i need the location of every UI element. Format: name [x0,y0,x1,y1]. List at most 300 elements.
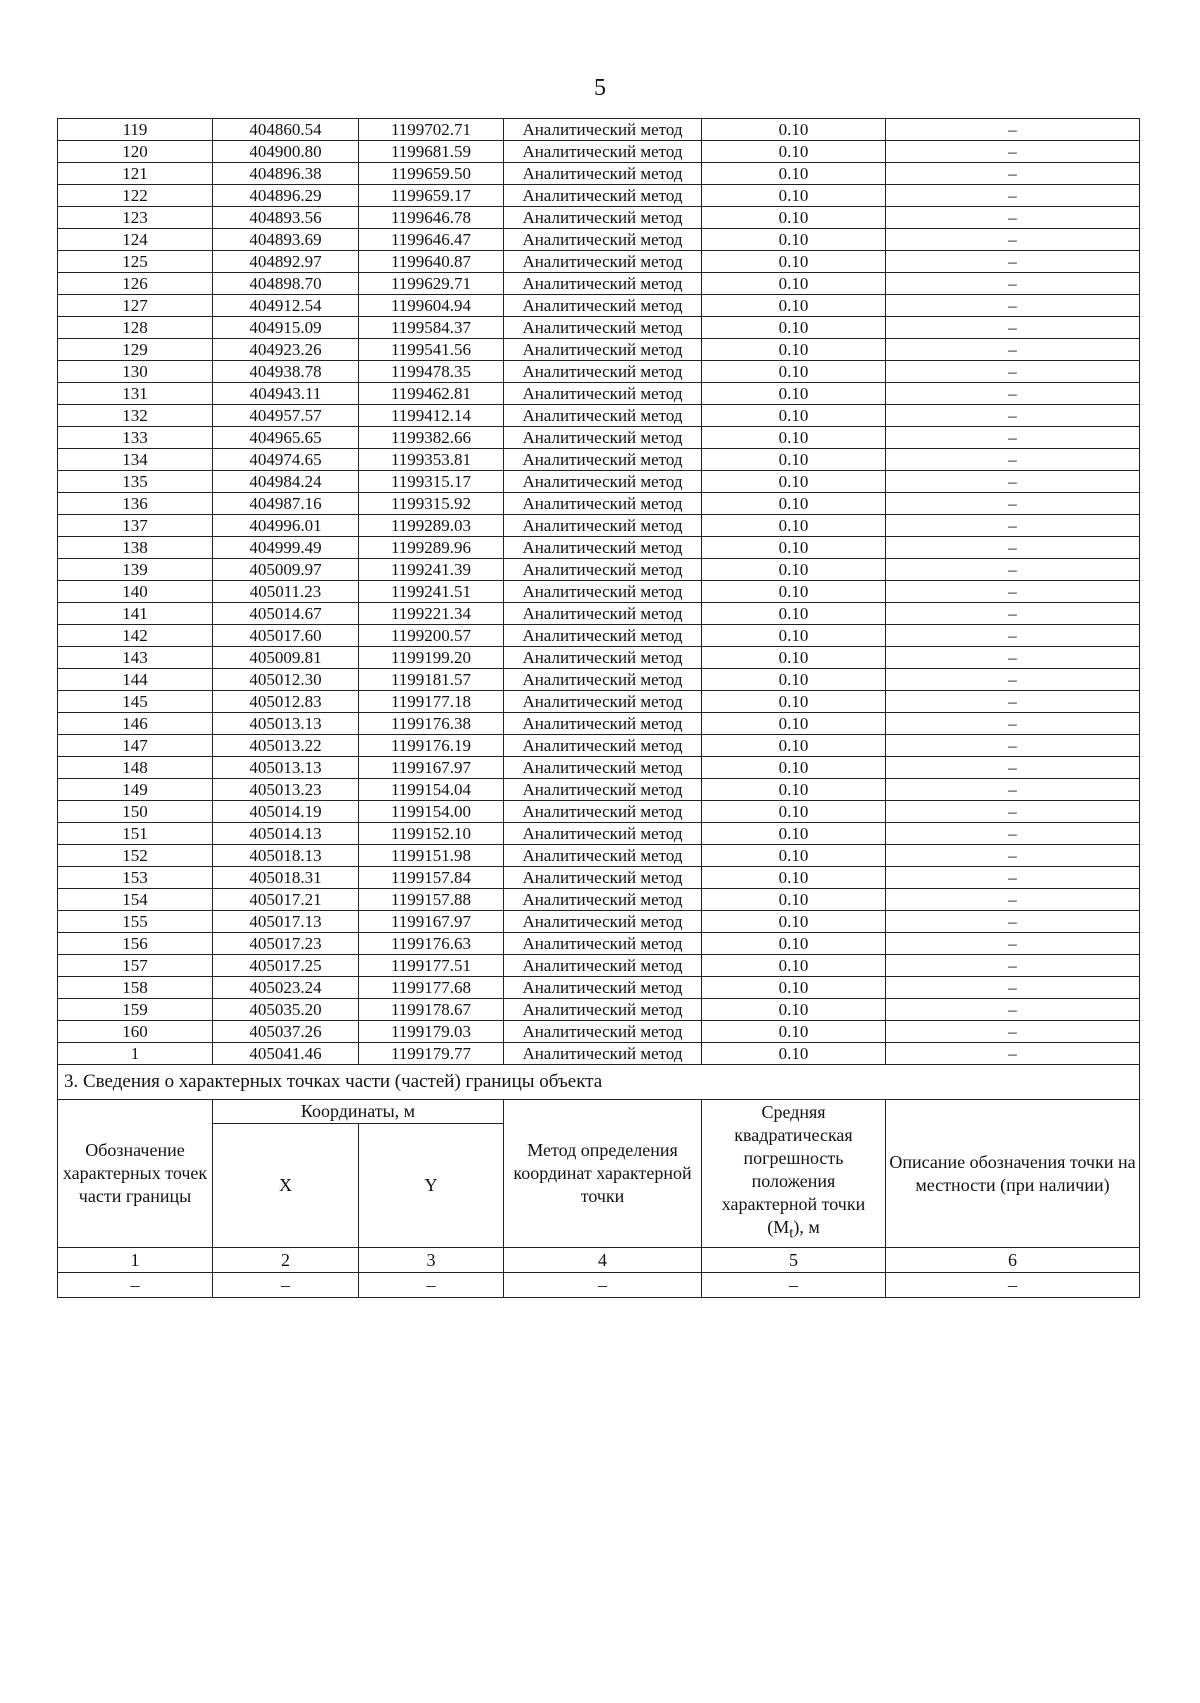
table-row [58,1021,1140,1043]
y-coordinate-cell: 1199176.19 [359,735,504,757]
error-cell: 0.10 [702,119,886,141]
point-number-cell: 124 [58,229,213,251]
y-coordinate-cell: 1199177.18 [359,691,504,713]
y-coordinate-cell: 1199289.03 [359,515,504,537]
column-number: 5 [702,1248,886,1273]
table-row [58,801,1140,823]
y-coordinate-cell: 1199702.71 [359,119,504,141]
y-coordinate-cell: 1199241.39 [359,559,504,581]
y-coordinate-cell: 1199289.96 [359,537,504,559]
point-number-cell: 153 [58,867,213,889]
x-coordinate-cell: 405037.26 [213,1021,359,1043]
point-number-cell: 140 [58,581,213,603]
x-coordinate-cell: 404987.16 [213,493,359,515]
error-cell: 0.10 [702,471,886,493]
x-coordinate-cell: 404943.11 [213,383,359,405]
description-cell: – [886,119,1140,141]
method-cell: Аналитический метод [504,669,702,691]
error-cell: 0.10 [702,537,886,559]
error-cell: 0.10 [702,911,886,933]
error-cell: 0.10 [702,889,886,911]
method-cell: Аналитический метод [504,1043,702,1065]
x-coordinate-cell: 404860.54 [213,119,359,141]
point-number-cell: 136 [58,493,213,515]
point-number-cell: 159 [58,999,213,1021]
y-coordinate-cell: 1199154.04 [359,779,504,801]
x-coordinate-cell: 405014.13 [213,823,359,845]
method-cell: Аналитический метод [504,757,702,779]
x-coordinate-cell: 405011.23 [213,581,359,603]
section-3-title: 3. Сведения о характерных точках части (частей) границы объекта [58,1065,1140,1100]
description-cell: – [886,999,1140,1021]
error-cell: 0.10 [702,801,886,823]
x-coordinate-cell: 404938.78 [213,361,359,383]
method-cell: Аналитический метод [504,955,702,977]
point-number-cell: 129 [58,339,213,361]
point-number-cell: 131 [58,383,213,405]
method-cell: Аналитический метод [504,515,702,537]
method-cell: Аналитический метод [504,823,702,845]
x-coordinate-cell: 404996.01 [213,515,359,537]
error-cell: 0.10 [702,845,886,867]
description-cell: – [886,911,1140,933]
error-cell: 0.10 [702,559,886,581]
x-coordinate-cell: 404898.70 [213,273,359,295]
description-cell: – [886,295,1140,317]
error-cell: 0.10 [702,867,886,889]
column-number: 2 [213,1248,359,1273]
x-coordinate-cell: 405014.19 [213,801,359,823]
x-coordinate-cell: 405018.13 [213,845,359,867]
error-cell: 0.10 [702,339,886,361]
y-coordinate-cell: 1199221.34 [359,603,504,625]
point-number-cell: 160 [58,1021,213,1043]
x-coordinate-cell: 405012.30 [213,669,359,691]
point-number-cell: 135 [58,471,213,493]
description-cell: – [886,581,1140,603]
x-coordinate-cell: 404896.29 [213,185,359,207]
error-cell: 0.10 [702,163,886,185]
point-number-cell: 146 [58,713,213,735]
method-cell: Аналитический метод [504,317,702,339]
error-cell: 0.10 [702,383,886,405]
table-row [58,207,1140,229]
x-coordinate-cell: 404912.54 [213,295,359,317]
table-row [58,383,1140,405]
table-row [58,911,1140,933]
table-row [58,141,1140,163]
method-cell: Аналитический метод [504,625,702,647]
error-cell: 0.10 [702,999,886,1021]
point-number-cell: 141 [58,603,213,625]
point-number-cell: 144 [58,669,213,691]
method-cell: Аналитический метод [504,273,702,295]
method-cell: Аналитический метод [504,185,702,207]
description-cell: – [886,383,1140,405]
description-cell: – [886,515,1140,537]
point-number-cell: 158 [58,977,213,999]
y-coordinate-cell: 1199151.98 [359,845,504,867]
point-number-cell: 130 [58,361,213,383]
error-cell: 0.10 [702,691,886,713]
y-coordinate-cell: 1199659.50 [359,163,504,185]
header-coordinates: Координаты, м [213,1100,504,1124]
column-number: 3 [359,1248,504,1273]
point-number-cell: 142 [58,625,213,647]
table-row [58,493,1140,515]
x-coordinate-cell: 405017.25 [213,955,359,977]
section-3-empty-row [58,1273,1140,1298]
error-cell: 0.10 [702,295,886,317]
description-cell: – [886,603,1140,625]
error-cell: 0.10 [702,823,886,845]
empty-cell: – [359,1273,504,1298]
method-cell: Аналитический метод [504,1021,702,1043]
y-coordinate-cell: 1199646.47 [359,229,504,251]
x-coordinate-cell: 405013.22 [213,735,359,757]
point-number-cell: 134 [58,449,213,471]
x-coordinate-cell: 405009.97 [213,559,359,581]
header-x: X [213,1124,359,1248]
y-coordinate-cell: 1199353.81 [359,449,504,471]
error-cell: 0.10 [702,515,886,537]
empty-cell: – [702,1273,886,1298]
point-number-cell: 126 [58,273,213,295]
method-cell: Аналитический метод [504,735,702,757]
description-cell: – [886,317,1140,339]
error-cell: 0.10 [702,317,886,339]
y-coordinate-cell: 1199167.97 [359,911,504,933]
x-coordinate-cell: 405014.67 [213,603,359,625]
description-cell: – [886,361,1140,383]
point-number-cell: 157 [58,955,213,977]
method-cell: Аналитический метод [504,361,702,383]
method-cell: Аналитический метод [504,691,702,713]
method-cell: Аналитический метод [504,603,702,625]
table-row [58,669,1140,691]
method-cell: Аналитический метод [504,163,702,185]
point-number-cell: 154 [58,889,213,911]
method-cell: Аналитический метод [504,779,702,801]
column-number: 1 [58,1248,213,1273]
column-number: 4 [504,1248,702,1273]
description-cell: – [886,625,1140,647]
table-row [58,757,1140,779]
point-number-cell: 156 [58,933,213,955]
description-cell: – [886,647,1140,669]
error-cell: 0.10 [702,207,886,229]
method-cell: Аналитический метод [504,119,702,141]
error-cell: 0.10 [702,933,886,955]
point-number-cell: 155 [58,911,213,933]
point-number-cell: 121 [58,163,213,185]
method-cell: Аналитический метод [504,647,702,669]
method-cell: Аналитический метод [504,537,702,559]
error-cell: 0.10 [702,1021,886,1043]
page-number: 5 [594,75,606,101]
error-cell: 0.10 [702,427,886,449]
x-coordinate-cell: 405041.46 [213,1043,359,1065]
error-cell: 0.10 [702,669,886,691]
y-coordinate-cell: 1199181.57 [359,669,504,691]
point-number-cell: 145 [58,691,213,713]
method-cell: Аналитический метод [504,867,702,889]
method-cell: Аналитический метод [504,713,702,735]
method-cell: Аналитический метод [504,471,702,493]
method-cell: Аналитический метод [504,229,702,251]
y-coordinate-cell: 1199152.10 [359,823,504,845]
point-number-cell: 152 [58,845,213,867]
x-coordinate-cell: 405009.81 [213,647,359,669]
header-error: Средняя квадратическая погрешность положения характерной точки $(M_t)$, м [702,1100,886,1248]
empty-cell: – [504,1273,702,1298]
empty-cell: – [58,1273,213,1298]
x-coordinate-cell: 405018.31 [213,867,359,889]
table-row [58,273,1140,295]
error-cell: 0.10 [702,713,886,735]
section-3-title-row [58,1065,1140,1100]
method-cell: Аналитический метод [504,405,702,427]
table-row [58,999,1140,1021]
point-number-cell: 148 [58,757,213,779]
description-cell: – [886,691,1140,713]
table-row [58,537,1140,559]
table-row [58,405,1140,427]
y-coordinate-cell: 1199241.51 [359,581,504,603]
y-coordinate-cell: 1199177.68 [359,977,504,999]
table-row [58,119,1140,141]
method-cell: Аналитический метод [504,845,702,867]
table-row [58,977,1140,999]
point-number-cell: 127 [58,295,213,317]
method-cell: Аналитический метод [504,339,702,361]
method-cell: Аналитический метод [504,977,702,999]
y-coordinate-cell: 1199177.51 [359,955,504,977]
point-number-cell: 151 [58,823,213,845]
table-row [58,713,1140,735]
x-coordinate-cell: 405013.13 [213,757,359,779]
y-coordinate-cell: 1199315.17 [359,471,504,493]
method-cell: Аналитический метод [504,427,702,449]
error-cell: 0.10 [702,141,886,163]
x-coordinate-cell: 405035.20 [213,999,359,1021]
method-cell: Аналитический метод [504,207,702,229]
point-number-cell: 132 [58,405,213,427]
description-cell: – [886,757,1140,779]
x-coordinate-cell: 404893.69 [213,229,359,251]
y-coordinate-cell: 1199629.71 [359,273,504,295]
y-coordinate-cell: 1199315.92 [359,493,504,515]
x-coordinate-cell: 404999.49 [213,537,359,559]
x-coordinate-cell: 405017.60 [213,625,359,647]
error-cell: 0.10 [702,229,886,251]
point-number-cell: 143 [58,647,213,669]
description-cell: – [886,207,1140,229]
description-cell: – [886,471,1140,493]
table-row [58,185,1140,207]
method-cell: Аналитический метод [504,295,702,317]
description-cell: – [886,1021,1140,1043]
description-cell: – [886,251,1140,273]
table-row [58,515,1140,537]
error-cell: 0.10 [702,449,886,471]
method-cell: Аналитический метод [504,251,702,273]
table-row [58,163,1140,185]
y-coordinate-cell: 1199200.57 [359,625,504,647]
y-coordinate-cell: 1199541.56 [359,339,504,361]
section-3-header-row-1 [58,1100,1140,1124]
table-row [58,229,1140,251]
table-row [58,625,1140,647]
description-cell: – [886,933,1140,955]
point-number-cell: 133 [58,427,213,449]
point-number-cell: 147 [58,735,213,757]
description-cell: – [886,713,1140,735]
empty-cell: – [886,1273,1140,1298]
table-row [58,449,1140,471]
y-coordinate-cell: 1199462.81 [359,383,504,405]
table-row [58,581,1140,603]
description-cell: – [886,1043,1140,1065]
y-coordinate-cell: 1199640.87 [359,251,504,273]
x-coordinate-cell: 405017.13 [213,911,359,933]
table-row [58,779,1140,801]
error-cell: 0.10 [702,977,886,999]
description-cell: – [886,141,1140,163]
description-cell: – [886,405,1140,427]
y-coordinate-cell: 1199157.88 [359,889,504,911]
x-coordinate-cell: 405013.13 [213,713,359,735]
y-coordinate-cell: 1199681.59 [359,141,504,163]
description-cell: – [886,185,1140,207]
method-cell: Аналитический метод [504,581,702,603]
coordinates-table-body [58,119,1140,1065]
error-cell: 0.10 [702,185,886,207]
table-row [58,1043,1140,1065]
y-coordinate-cell: 1199179.03 [359,1021,504,1043]
y-coordinate-cell: 1199659.17 [359,185,504,207]
description-cell: – [886,163,1140,185]
description-cell: – [886,669,1140,691]
point-number-cell: 120 [58,141,213,163]
error-cell: 0.10 [702,603,886,625]
table-row [58,845,1140,867]
error-cell: 0.10 [702,251,886,273]
x-coordinate-cell: 404923.26 [213,339,359,361]
method-cell: Аналитический метод [504,141,702,163]
table-row [58,647,1140,669]
error-cell: 0.10 [702,647,886,669]
table-row [58,735,1140,757]
description-cell: – [886,449,1140,471]
description-cell: – [886,559,1140,581]
method-cell: Аналитический метод [504,449,702,471]
table-row [58,691,1140,713]
header-description: Описание обозначения точки на местности (при наличии) [886,1100,1140,1248]
y-coordinate-cell: 1199199.20 [359,647,504,669]
column-number: 6 [886,1248,1140,1273]
description-cell: – [886,955,1140,977]
description-cell: – [886,823,1140,845]
error-cell: 0.10 [702,625,886,647]
point-number-cell: 125 [58,251,213,273]
table-row [58,339,1140,361]
method-cell: Аналитический метод [504,889,702,911]
description-cell: – [886,779,1140,801]
y-coordinate-cell: 1199412.14 [359,405,504,427]
table-row [58,603,1140,625]
description-cell: – [886,889,1140,911]
error-cell: 0.10 [702,361,886,383]
method-cell: Аналитический метод [504,801,702,823]
method-cell: Аналитический метод [504,933,702,955]
y-coordinate-cell: 1199584.37 [359,317,504,339]
empty-cell: – [213,1273,359,1298]
table-row [58,471,1140,493]
description-cell: – [886,229,1140,251]
table-row [58,427,1140,449]
y-coordinate-cell: 1199154.00 [359,801,504,823]
y-coordinate-cell: 1199176.63 [359,933,504,955]
y-coordinate-cell: 1199604.94 [359,295,504,317]
point-number-cell: 138 [58,537,213,559]
y-coordinate-cell: 1199179.77 [359,1043,504,1065]
method-cell: Аналитический метод [504,911,702,933]
description-cell: – [886,427,1140,449]
y-coordinate-cell: 1199167.97 [359,757,504,779]
header-method: Метод определения координат характерной точки [504,1100,702,1248]
method-cell: Аналитический метод [504,383,702,405]
table-row [58,933,1140,955]
table-row [58,317,1140,339]
column-number-row [58,1248,1140,1273]
header-point-designation: Обозначение характерных точек части границы [58,1100,213,1248]
y-coordinate-cell: 1199157.84 [359,867,504,889]
description-cell: – [886,339,1140,361]
table-row [58,251,1140,273]
description-cell: – [886,845,1140,867]
error-cell: 0.10 [702,273,886,295]
x-coordinate-cell: 405017.23 [213,933,359,955]
y-coordinate-cell: 1199646.78 [359,207,504,229]
error-cell: 0.10 [702,735,886,757]
point-number-cell: 123 [58,207,213,229]
point-number-cell: 139 [58,559,213,581]
method-cell: Аналитический метод [504,999,702,1021]
y-coordinate-cell: 1199178.67 [359,999,504,1021]
point-number-cell: 1 [58,1043,213,1065]
error-cell: 0.10 [702,405,886,427]
x-coordinate-cell: 404896.38 [213,163,359,185]
table-row [58,295,1140,317]
y-coordinate-cell: 1199478.35 [359,361,504,383]
y-coordinate-cell: 1199382.66 [359,427,504,449]
x-coordinate-cell: 405012.83 [213,691,359,713]
table-row [58,823,1140,845]
x-coordinate-cell: 405023.24 [213,977,359,999]
table-row [58,955,1140,977]
point-number-cell: 122 [58,185,213,207]
y-coordinate-cell: 1199176.38 [359,713,504,735]
description-cell: – [886,537,1140,559]
error-cell: 0.10 [702,581,886,603]
x-coordinate-cell: 404974.65 [213,449,359,471]
method-cell: Аналитический метод [504,559,702,581]
x-coordinate-cell: 404893.56 [213,207,359,229]
error-cell: 0.10 [702,493,886,515]
description-cell: – [886,273,1140,295]
error-cell: 0.10 [702,779,886,801]
